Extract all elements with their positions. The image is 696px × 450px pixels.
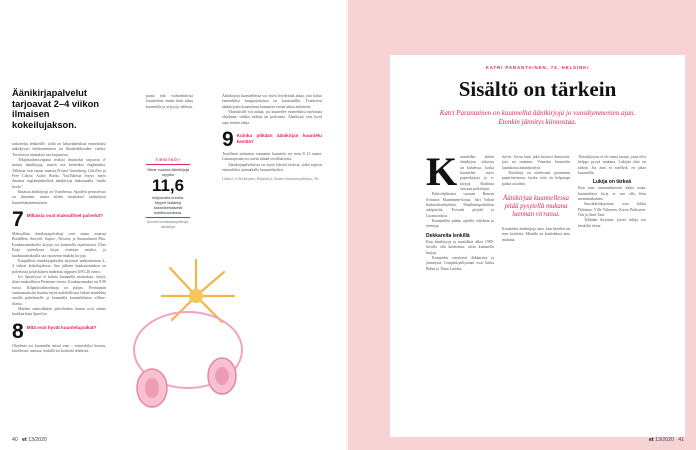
item-number: 7: [12, 208, 24, 232]
item-title: Mitä ovat hyvät kuuntelupaikat?: [26, 324, 97, 330]
paragraph: Tekijänoikeusvapaita teoksia ilmaiseksi tarjoavat ilmaisia äänikirjoja, suurin osa kuitenkin englanniksi. Tällaisia ovat muun muassa Project Gutenberg, LibriVox ja Free Classic Audio Books. YouTubesta löytyy myös ilmaisia englanninkielisiä äänikirjoja hakusanalla “audio books”.: [12, 158, 106, 189]
numbered-item-8: [12, 319, 106, 343]
paragraph: Tykkään kirjoista, joissa lukija tuo henkilöt eloon.: [578, 218, 646, 228]
paragraph: Puheohjelmista seuraan Roman Schatzin Maammme-kirjaa, Sari Valton keskusteluohjelmia, Maailmanpolitiikan arkipäivää, Pyöreää pöytää ja Luontoradioa.: [426, 192, 494, 218]
sources-footnote: Lähteet: Celia-kirjasto, Kirjastot.fi, Suomen kustannusyhdistys, Yle.: [222, 177, 320, 182]
paragraph: Yksinäisille voi auttaa, jos kuuntelee esimerkiksi mieluisaa ohjelmaa, vaikka radiota tai podcastia. Äänikirjat ovat hyvä tapa viettää aikaa.: [222, 110, 322, 125]
paragraph: Äänikirjoja kuunnellessa voi myös hyödyntää aikaa, jota kuluu esimerkiksi kauppajonoissa tai kuntosalilla. Toistuvien äänikirjojen kuunteluun kannattaa varata aikaa etukäteen.: [222, 94, 322, 109]
paragraph: Kuuntelen erityisesti dekkareita ja jännitystä. Lempikirjailijoitani ovat Jukka Behm ja Taina Latvala.: [426, 255, 494, 271]
paragraph: Kuunnellen pakko ajatella ohjelmia ja teemoja.: [426, 219, 494, 229]
paragraph: Ohjelmia voi kuunnella missä vain – esimerkiksi kotona, kävellessä, autossa, lenkillä tai kotitöitä tehdessä.: [12, 343, 106, 353]
right-column-3: [578, 155, 646, 229]
magazine-name: et: [22, 437, 27, 443]
fact-label: TIESITKÖ?: [155, 158, 181, 162]
left-headline: Äänikirjapalvelut tarjoavat 2–4 viikon ilmaisen kokeilujakson.: [12, 87, 100, 130]
paragraph: Ilmaisia äänikirjoja on Voxtehessa. Spotifyn perusversio on ilmainen, mutta siihen mainokset vaikuttavat kuuntelukokemukseen.: [12, 190, 106, 205]
paragraph: Kun äänikirjoja ja musiikkia alkoi 1980-luvulla olla kasetteina, aloin kuunnella kirjoja.: [426, 239, 494, 255]
left-folio: [12, 437, 47, 443]
paragraph: Tietokirjoissa ei ole sama juonta, jossa olisi helppo pysyä mukana. Lukijan ääni on tärkeä. Jos ääni ei miellytä, en jaksa kuunnella.: [578, 155, 646, 176]
item-number: 8: [12, 319, 24, 343]
fact-source: Suomen kustannusyhdistys, äänikirjat: [146, 220, 190, 229]
pull-quote: Äänikirjaa kuunnellessa pitää pysytellä mukana luennan virrassa.: [503, 195, 569, 219]
fact-divider: [146, 164, 190, 165]
page-number: 40: [12, 437, 18, 443]
paragraph: Tietokirja on mielestäni paremmin paperiversiona, koska siitä on helpompi palata asioihin.: [502, 171, 570, 186]
byline: KATRI PARANTAINEN, 73, HELSINKI: [485, 65, 590, 70]
article-deck: Katri Parantainen on kuunnellut äänikirjoja jo vuosikymmenien ajan. Etenkin jännitys kiinnostaa.: [439, 109, 636, 126]
headphones-illustration: [118, 250, 248, 425]
paragraph: Kun teen samanaikaisesti kahta asiaa, kuunneltava kirja ei saa olla liian monimutkainen.: [578, 186, 646, 202]
item-number: 9: [222, 128, 234, 152]
paragraph: Suosikkilukijoitani ovat Jukka Pitkänen, Ville Tiihonen, Krista Putkonen-Örn ja Anni Tani.: [578, 202, 646, 218]
fact-box: [146, 158, 190, 230]
paragraph: paina etiä vaihtoehdossa kuunteluun ennen kuin alkaa kuunnella ja se pysyy tallessa.: [146, 94, 194, 109]
paragraph: Kuuntelen äänikirjoja aina, kun kävelen tai teen kotitöitä. Minulla on kuulokkeet aina mukana.: [502, 227, 570, 242]
subheading: Dekkareita lenkillä: [426, 232, 470, 239]
page-number: 41: [678, 437, 684, 443]
paragraph: Maksullisia äänikirjapalveluja ovat muun muassa BookBeat, Storytel, Supla+, Nextory ja Suomalaisen Plus. Kuukausimaksulla kirjoja voi kuunnella rajattomasti. Elisa Kirja -palvelussa kirjat ostetaan omaksi, ja kuukausimaksulla saa rajoitetun määrän kirjoja.: [12, 232, 106, 258]
article-title: Sisältö on tärkein: [458, 77, 617, 101]
paragraph: Ios Spotifyssa ei haluta kuunnella mainoksia, täytyy tilata maksullinen Premium-versio. Kuukausimaksu on 9,99 euroa. Kilpailuvaihtoehtoja on paljon. Premiumin ominaisuuksiin kuuluu myös mahdollisuus ladata musiikkia omalle puhelimelle ja kuunnella kuuntelulistaa offline-tilassa.: [12, 274, 106, 306]
subheading: Lukija on tärkeä: [592, 179, 632, 186]
paragraph: uunnellen yhden äänikirjan viikossa tai kahdessa, koska kuuntelen myös paperikirjoja ja e-kirjoja. Radiosta seuraan palvelujen.: [460, 155, 494, 192]
fact-big-number: 11,6: [151, 176, 185, 195]
paragraph: tarkoitettu lenkkeille, joilla on lukuvaikeuksia esimerkiksi näkökyvyn heikkenemisen tai lihasheikkouden vuoksi. Tarvittavat tunnukset saa kirjastosta.: [12, 142, 106, 157]
fact-text-before: Viime vuonna äänikirjoja myytiin: [146, 167, 190, 177]
fact-text-after: miljoonalla eurolla. Myynti lisääntyi kaksinkertaisesti edellisvuodesta.: [151, 195, 185, 215]
interview-card: [390, 55, 685, 437]
paragraph: Muiden maksullisten palveluiden hinnat ovat samaa luokkaa kuin Spotifyn.: [12, 306, 106, 317]
item-title: Kuinka pitkään äänikirjan kuuntelu kestää?: [236, 133, 322, 144]
paragraph: hyvin. Aivan kuin joku kertoisi ihmisestä, jota en tuntenut. Viimeksi kuuntelin laadukasta ääninäyttelyä.: [502, 155, 570, 170]
numbered-item-7: [12, 208, 106, 232]
issue: 13/2020: [655, 437, 674, 443]
magazine-name: et: [649, 437, 654, 443]
drop-cap: K: [426, 149, 458, 194]
left-column-3: [222, 94, 322, 182]
fact-divider: [146, 217, 190, 218]
item-title: Millaisia ovat maksulliset palvelut?: [26, 213, 104, 219]
left-column-1: [12, 142, 106, 354]
paragraph: Tavallisen mittaisen romaanin kuuntelu vie noin 8–12 tuntia. Lukunopeutta voi usein säätää sovelluksesta.: [222, 152, 322, 162]
issue: 13/2020: [28, 437, 47, 443]
paragraph: Äänikirjapalveluissa on myös lyhyitä teoksia, jotka sopivat esimerkiksi ajomatkalle kuunneltaviksi.: [222, 162, 322, 173]
numbered-item-9: [222, 128, 322, 152]
right-column-1: [426, 149, 494, 272]
paragraph: Kaupalliset äänikirjapalvelut tarjoavat maksuttoman 2–4 viikon kokeilujakson. Sen jälkeen kuukausimaksu on palvelusta ja käyttäjien määrästä riippuen 8,90–26 euroa.: [12, 258, 106, 274]
right-folio: [649, 437, 684, 443]
right-column-2: [502, 155, 570, 243]
left-column-2: [146, 94, 193, 110]
